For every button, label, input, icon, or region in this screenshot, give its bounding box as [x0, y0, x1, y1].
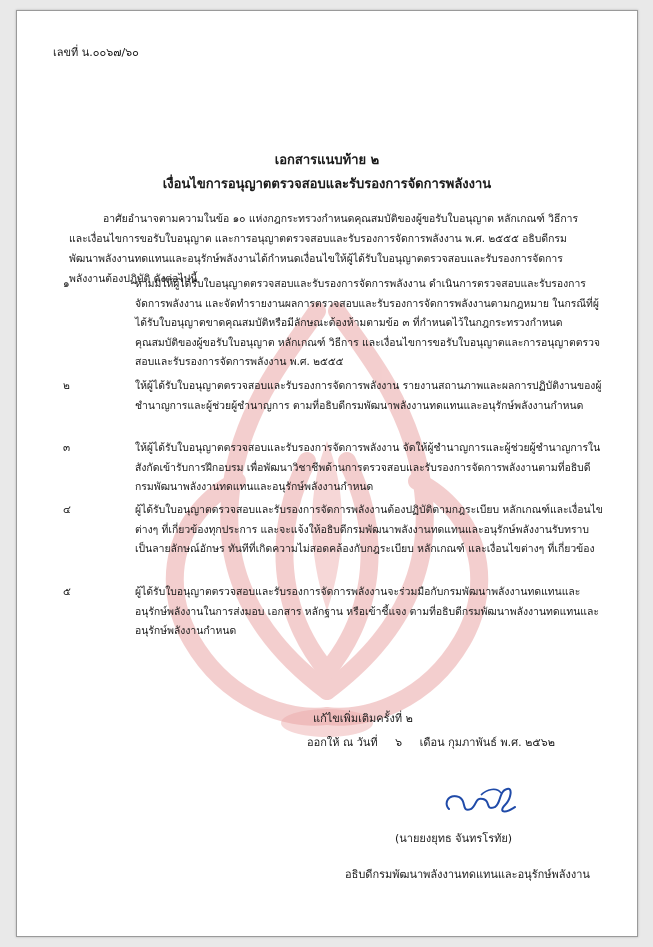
document-number: เลขที่ น.๐๐๖๗/๖๐ [53, 46, 139, 59]
item-text: ห้ามมิให้ผู้ได้รับใบอนุญาตตรวจสอบและรับรองการจัดการพลังงาน ดำเนินการตรวจสอบและรับรองการจัดการพลังงาน และจัดทำรายงานผลการตรวจสอบและรับรองการจัดการพลังงานตามกฎหมาย ในกรณีที่ผู้ได้รับใบอนุญาตขาดคุณสมบัติหรือมีลักษณะต้องห้ามตามข้อ ๓ ที่กำหนดไว้ในกฎกระทรวงกำหนดคุณสมบัติของผู้ขอรับใบอนุญาต หลักเกณฑ์ วิธีการ และเงื่อนไขการขอรับใบอนุญาตและการอนุญาตตรวจสอบและรับรองการจัดการพลังงาน พ.ศ. ๒๕๕๕ [135, 278, 601, 368]
signer-name: (นายยงยุทธ จันทรโรทัย) [395, 832, 513, 845]
conditions-title: เงื่อนไขการอนุญาตตรวจสอบและรับรองการจัดการพลังงาน [162, 177, 492, 192]
item-text: ผู้ได้รับใบอนุญาตตรวจสอบและรับรองการจัดการพลังงานจะร่วมมือกับกรมพัฒนาพลังงานทดแทนและอนุรักษ์พลังงานในการส่งมอบ เอกสาร หลักฐาน หรือเข้าชี้แจง ตามที่อธิบดีกรมพัฒนาพลังงานทดแทนและอนุรักษ์พลังงานกำหนด [135, 586, 599, 637]
item-number: ๔ [63, 504, 71, 516]
intro-text: อาศัยอำนาจตามความในข้อ ๑๐ แห่งกฎกระทรวงกำหนดคุณสมบัติของผู้ขอรับใบอนุญาต หลักเกณฑ์ วิธีการ และเงื่อนไขการขอรับใบอนุญาต และการอนุญาตตรวจสอบและรับรองการจัดการพลังงาน พ.ศ. ๒๕๕๕ อธิบดีกรมพัฒนาพลังงานทดแทนและอนุรักษ์พลังงานได้กำหนดเงื่อนไขให้ผู้ได้รับใบอนุญาตตรวจสอบและรับรองการจัดการพลังงานต้องปฏิบัติ ดังต่อไปนี้ [69, 213, 579, 285]
condition-item-4 [63, 501, 603, 581]
revision-note: แก้ไขเพิ่มเติมครั้งที่ ๒ [313, 712, 413, 725]
condition-item-2 [63, 377, 603, 437]
item-number: ๒ [63, 380, 70, 392]
item-number: ๑ [63, 278, 70, 290]
condition-item-3 [63, 439, 603, 499]
issue-date: ออกให้ ณ วันที่ ๖ เดือน กุมภาพันธ์ พ.ศ. ๒๕๖๒ [307, 736, 555, 749]
item-text: ให้ผู้ได้รับใบอนุญาตตรวจสอบและรับรองการจัดการพลังงาน จัดให้ผู้ชำนาญการและผู้ช่วยผู้ชำนาญการในสังกัดเข้ารับการฝึกอบรม เพื่อพัฒนาวิชาชีพด้านการตรวจสอบและรับรองการจัดการพลังงานตามที่อธิบดีกรมพัฒนาพลังงานทดแทนและอนุรักษ์พลังงานกำหนด [135, 442, 601, 493]
item-text: ให้ผู้ได้รับใบอนุญาตตรวจสอบและรับรองการจัดการพลังงาน รายงานสถานภาพและผลการปฏิบัติงานของผู้ชำนาญการและผู้ช่วยผู้ชำนาญการ ตามที่อธิบดีกรมพัฒนาพลังงานทดแทนและอนุรักษ์พลังงานกำหนด [135, 380, 602, 412]
condition-item-5 [63, 583, 603, 643]
condition-item-1 [63, 275, 603, 375]
signature [441, 779, 531, 825]
item-number: ๓ [63, 442, 71, 454]
attachment-title: เอกสารแนบท้าย ๒ [274, 153, 380, 168]
document-page [16, 10, 638, 937]
item-text: ผู้ได้รับใบอนุญาตตรวจสอบและรับรองการจัดการพลังงานต้องปฏิบัติตามกฎระเบียบ หลักเกณฑ์และเงื่อนไขต่างๆ ที่เกี่ยวข้องทุกประการ และจะแจ้งให้อธิบดีกรมพัฒนาพลังงานทดแทนและอนุรักษ์พลังงานรับทราบเป็นลายลักษณ์อักษร ทันทีที่เกิดความไม่สอดคล้องกับกฎระเบียบ หลักเกณฑ์ และเงื่อนไขต่างๆ ที่เกี่ยวข้อง [135, 504, 603, 555]
signer-title: อธิบดีกรมพัฒนาพลังงานทดแทนและอนุรักษ์พลังงาน [345, 868, 590, 881]
item-number: ๕ [63, 586, 71, 598]
